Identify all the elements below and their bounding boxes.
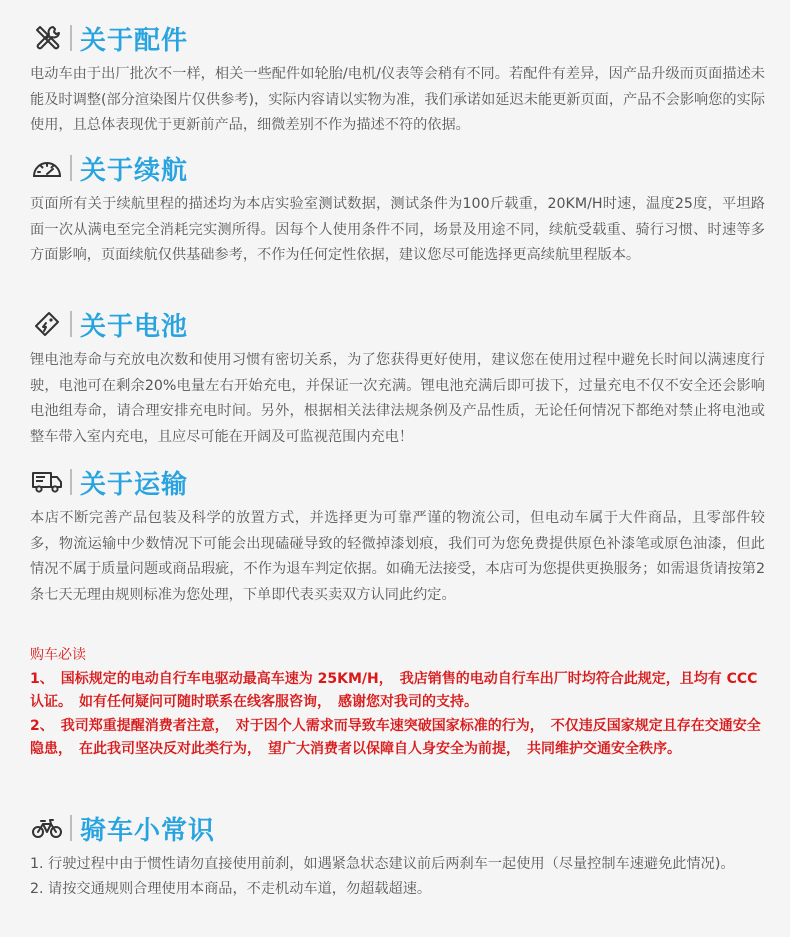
section-body: 电动车由于出厂批次不一样，相关一些配件如轮胎/电机/仪表等会稍有不同。若配件有差异，因产品升级而页面描述未能及时调整(部分渲染图片仅供参考)，实际内容请以实物为准，我们承诺如延迟未能更新页面，产品不会影响您的实际使用，且总体表现优于更新前产品，细微差别不作为描述不符的依据。 <box>30 66 765 133</box>
section-header <box>30 464 765 500</box>
header-divider <box>70 311 72 337</box>
section-title: 骑车小常识 <box>80 815 216 846</box>
section-battery <box>30 306 765 450</box>
tip-item: 2. 请按交通规则合理使用本商品，不走机动车道，勿超载超速。 <box>30 881 432 897</box>
section-title: 关于电池 <box>80 311 189 342</box>
section-title: 关于配件 <box>80 25 189 56</box>
section-shipping <box>30 464 765 608</box>
section-range <box>30 150 765 269</box>
notice-item: 2、 我司郑重提醒消费者注意， 对于因个人需求而导致车速突破国家标准的行为， 不仅违反国家规定且存在交通安全隐患， 在此我司坚决反对此类行为， 望广大消费者以保障自人身安全为前提， 共同维护交通安全秩序。 <box>30 717 761 757</box>
battery-tag-icon <box>30 309 64 339</box>
section-body: 页面所有关于续航里程的描述均为本店实验室测试数据，测试条件为100斤载重，20KM/H时速，温度25度，平坦路面一次从满电至完全消耗完实测所得。因每个人使用条件不同，场景及用途不同，续航受载重、骑行习惯、时速等多方面影响，页面续航仅供基础参考，不作为任何定性依据，建议您尽可能选择更高续航里程版本。 <box>30 196 765 263</box>
section-title: 关于运输 <box>80 469 189 500</box>
section-body <box>30 852 765 902</box>
header-divider <box>70 25 72 51</box>
section-body: 本店不断完善产品包装及科学的放置方式，并选择更为可靠严谨的物流公司，但电动车属于大件商品，且零部件较多，物流运输中少数情况下可能会出现磕碰导致的轻微掉漆划痕，我们可为您免费提供原色补漆笔或原色油漆，但此情况不属于质量问题或商品瑕疵，不作为退车判定依据。如确无法接受，本店可为您提供更换服务；如需退货请按第2条七天无理由规则标准为您处理，下单即代表买卖双方认同此约定。 <box>30 510 765 603</box>
header-divider <box>70 155 72 181</box>
section-header <box>30 20 765 56</box>
header-divider <box>70 815 72 841</box>
truck-icon <box>30 467 64 497</box>
notice-title: 购车必读 <box>30 647 86 663</box>
section-riding-tips <box>30 810 765 902</box>
section-body: 锂电池寿命与充放电次数和使用习惯有密切关系，为了您获得更好使用，建议您在使用过程中避免长时间以满速度行驶，电池可在剩余20%电量左右开始充电，并保证一次充满。锂电池充满后即可拔下，过量充电不仅不安全还会影响电池组寿命，请合理安排充电时间。另外，根据相关法律法规条例及产品性质，无论任何情况下都绝对禁止将电池或整车带入室内充电，且应尽可能在开阔及可监视范围内充电！ <box>30 352 765 445</box>
speedometer-icon <box>30 153 64 183</box>
section-header <box>30 810 765 846</box>
header-divider <box>70 469 72 495</box>
bicycle-icon <box>30 813 64 843</box>
purchase-notice <box>30 644 765 762</box>
section-header <box>30 150 765 186</box>
notice-item: 1、 国标规定的电动自行车电驱动最高车速为 25KM/H， 我店销售的电动自行车出厂时均符合此规定，且均有 CCC 认证。 如有任何疑问可随时联系在线客服咨询， 感谢您对我司的支持。 <box>30 670 758 710</box>
tip-item: 1. 行驶过程中由于惯性请勿直接使用前刹，如遇紧急状态建议前后两刹车一起使用（尽量控制车速避免此情况)。 <box>30 856 735 872</box>
section-header <box>30 306 765 342</box>
tools-icon <box>30 23 64 53</box>
section-parts <box>30 20 765 139</box>
section-title: 关于续航 <box>80 155 189 186</box>
